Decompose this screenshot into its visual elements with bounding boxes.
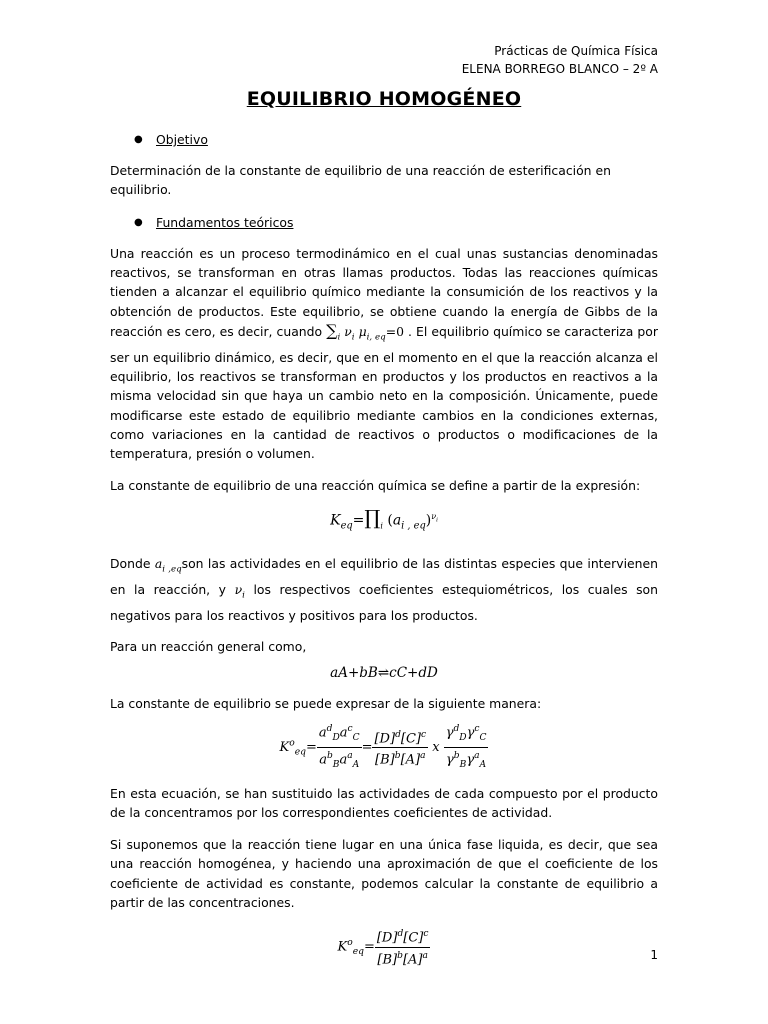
objetivo-text: Determinación de la constante de equilibrio de una reacción de esterificación en equilibrio. [110, 163, 611, 198]
paragraph-text: son las actividades en el equilibrio de las distintas especies que intervienen en la reacción, y [110, 555, 658, 597]
header-course: Prácticas de Química Física [494, 44, 658, 58]
document-title: EQUILIBRIO HOMOGÉNEO [246, 88, 522, 110]
page-header [462, 42, 658, 78]
paragraph: Si suponemos que la reacción tiene lugar en una única fase liquida, es decir, que sea una reacción homogénea, y haciendo una aproximación de que el coeficiente de los coeficiente de actividad es constante, podemos calcular la constante de equilibrio a partir de las concentraciones. [110, 836, 658, 911]
section-objetivo [110, 130, 658, 150]
paragraph: En esta ecuación, se han sustituido las actividades de cada compuesto por el producto de la concentramos por los correspondientes coeficientes de actividad. [110, 786, 658, 821]
bullet-icon: ● [134, 216, 143, 228]
paragraph: Para un reacción general como, [110, 638, 307, 654]
concentration-equation: $K^o_{eq}=$ $\frac{[D]^d[C]^c}{[B]^b[A]^a}$ [110, 926, 658, 968]
header-author: ELENA BORREGO BLANCO – 2º A [461, 62, 658, 76]
paragraph-text: los respectivos coeficientes estequiométricos, los cuales son negativos para los reactivos y positivos para los productos. [110, 581, 658, 623]
paragraph-text: . El equilibrio químico se caracteriza por ser un equilibrio dinámico, es decir, que en el momento en el que la reacción alcanza el equilibrio, los reactivos se transforman en productos y los productos en reactivos a la misma velocidad sin que haya un cambio neto en la composición. Únicamente, puede modificarse este estado de equilibrio mediante cambios en la condiciones externas, como variaciones en la cantidad de reactivos o productos o modificaciones de la temperatura, presión o volumen. [110, 324, 658, 462]
paragraph [110, 244, 658, 464]
paragraph: La constante de equilibrio de una reacción química se define a partir de la expresión: [110, 477, 641, 493]
activity-coefficient-equation: $K^o_{eq}=$ $\frac{a^d_Da^c_C}{a^b_Ba^a_A}$ = $\frac{[D]^d[C]^c}{[B]^b[A]^a}$ x $\frac{\gamma^d_D\gamma^c_C}{\gamma^b_B\gamma^a_A}$ [110, 721, 658, 774]
paragraph-text: Donde [110, 555, 151, 571]
section-heading: Fundamentos teóricos [156, 214, 294, 230]
equilibrium-constant-equation: $K_{eq}=\prod_i$ $(a_{i , eq})^{\nu_i}$ [330, 505, 438, 532]
section-heading: Objetivo [156, 132, 208, 147]
paragraph [110, 554, 658, 625]
activity-symbol: $a_{i ,eq}$ [154, 555, 182, 575]
gibbs-condition-equation: $\sum_i$ $\nu_i$ $\mu_{i, eq}=0$ [326, 321, 404, 343]
coefficient-symbol: $\nu_i$ [234, 581, 245, 601]
document-body [110, 130, 658, 968]
paragraph: La constante de equilibrio se puede expresar de la siguiente manera: [110, 695, 542, 711]
section-fundamentos [110, 213, 658, 233]
paragraph-text: Una reacción es un proceso termodinámico en el cual unas sustancias denominadas reactivos, se transforman en otras llamas productos. Todas las reacciones químicas tienden a alcanzar el equilibrio químico mediante la consumición de los reactivos y la obtención de productos. Este equilibrio, se obtiene cuando la energía de Gibbs de la reacción es cero, es decir, cuando [110, 245, 658, 339]
page-number: 1 [650, 948, 658, 962]
bullet-icon: ● [134, 134, 143, 145]
general-reaction-equation: aA+bB⇌cC+dD [330, 665, 438, 682]
